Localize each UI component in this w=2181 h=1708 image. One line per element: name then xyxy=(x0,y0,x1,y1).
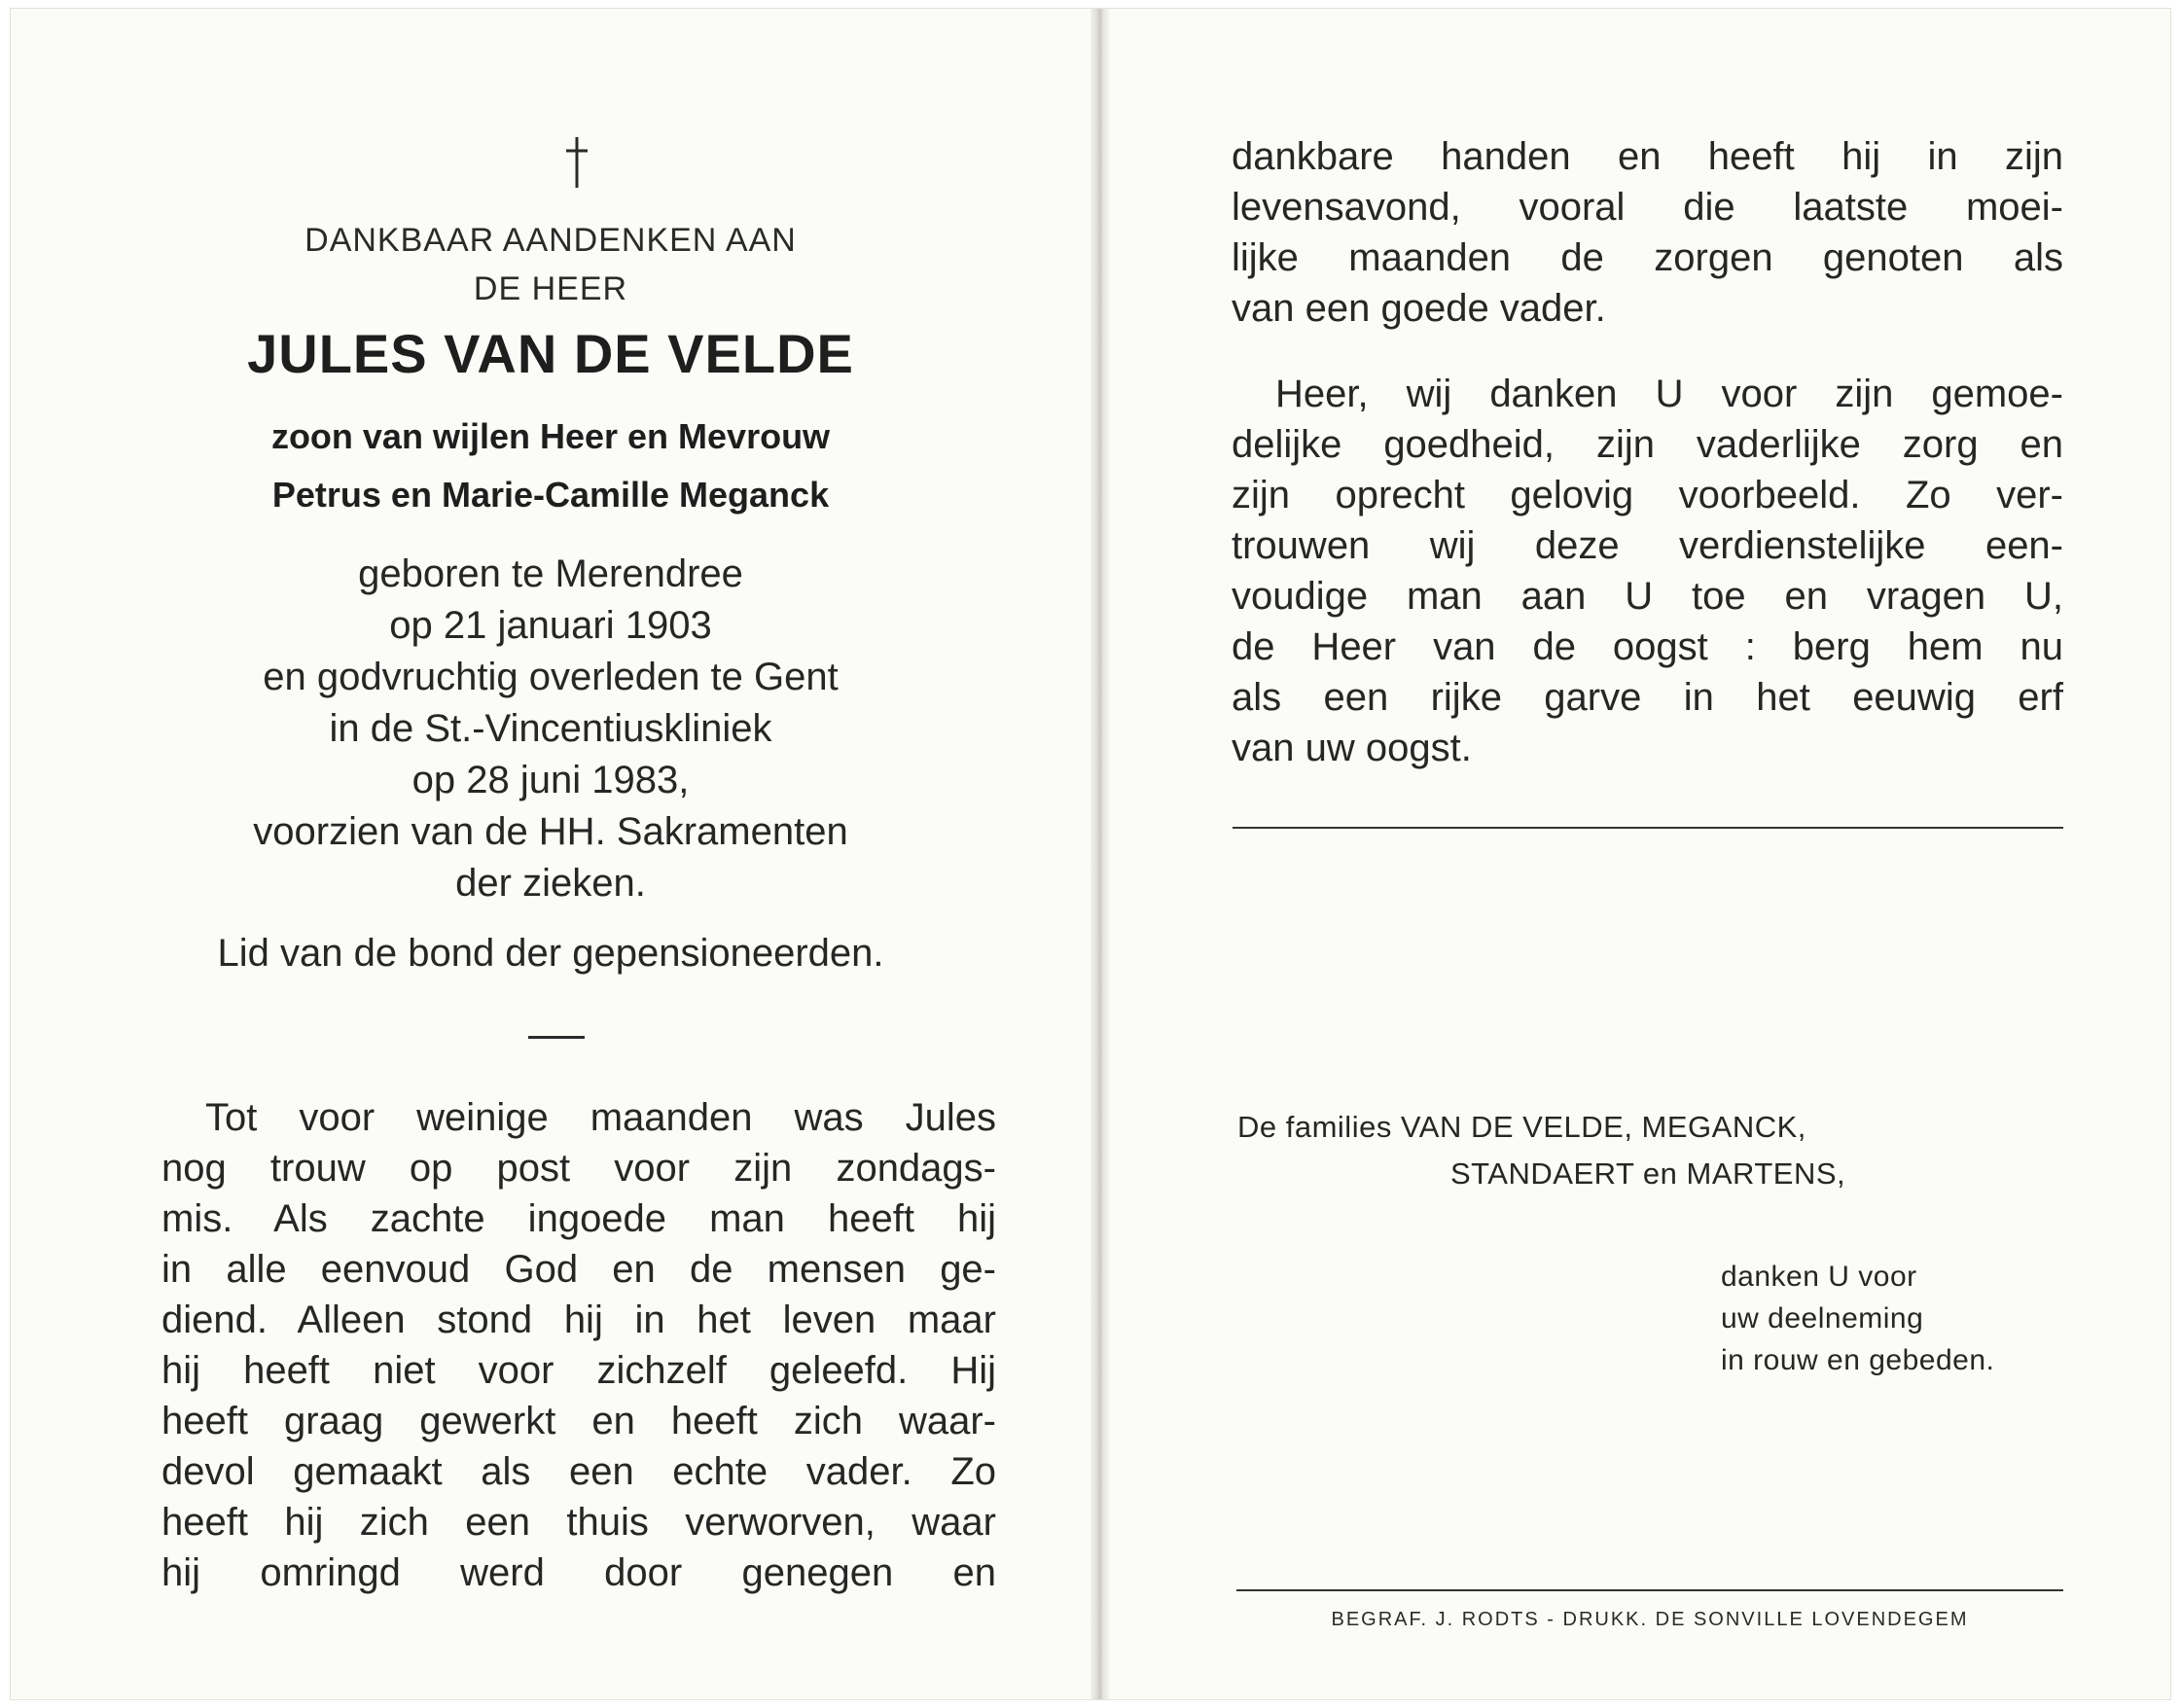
paragraph-line: Tot voor weinige maanden was Jules xyxy=(205,1096,996,1139)
paragraph-line: heeft graag gewerkt en heeft zich waar- xyxy=(161,1400,996,1442)
thanks-text xyxy=(1721,1256,1994,1381)
details-line: der zieken. xyxy=(455,862,646,905)
tribute-paragraph xyxy=(161,1092,996,1598)
details-line: voorzien van de HH. Sakramenten xyxy=(253,810,848,853)
paragraph-line: als een rijke garve in het eeuwig erf xyxy=(1232,676,2063,719)
paragraph-line: trouwen wij deze verdienstelijke een- xyxy=(1232,524,2063,567)
paragraph-line: Heer, wij danken U voor zijn gemoe- xyxy=(1275,373,2063,415)
parents-line: Petrus en Marie-Camille Meganck xyxy=(271,475,830,515)
birth-death-details xyxy=(11,549,1090,909)
paragraph-line: van een goede vader. xyxy=(1232,287,1606,330)
parents-line: zoon van wijlen Heer en Mevrouw xyxy=(270,416,831,456)
paragraph-line: levensavond, vooral die laatste moei- xyxy=(1232,186,2063,229)
details-line: op 28 juni 1983, xyxy=(411,759,690,801)
paragraph-line: heeft hij zich een thuis verworven, waar xyxy=(161,1501,996,1544)
thanks-line: uw deelneming xyxy=(1721,1302,1924,1334)
paragraph-line: dankbare handen en heeft hij in zijn xyxy=(1232,135,2063,178)
details-line: geboren te Merendree xyxy=(358,552,743,595)
thanks-line: danken U voor xyxy=(1721,1261,1917,1293)
intro-heading xyxy=(11,216,1090,313)
families-text xyxy=(1237,1104,1845,1197)
paragraph-line: hij heeft niet voor zichzelf geleefd. Hij xyxy=(161,1349,996,1392)
intro-line: DE HEER xyxy=(473,270,628,307)
paragraph-line: devol gemaakt als een echte vader. Zo xyxy=(161,1450,996,1493)
continuation-paragraph xyxy=(1232,131,2063,334)
paragraph-line: de Heer van de oogst : berg hem nu xyxy=(1232,625,2063,668)
paragraph-line: lijke maanden de zorgen genoten als xyxy=(1232,236,2063,279)
paragraph-line: diend. Alleen stond hij in het leven maar xyxy=(161,1299,996,1341)
printer-credit: BEGRAF. J. RODTS - DRUKK. DE SONVILLE LOVENDEGEM xyxy=(1331,1609,1969,1630)
paragraph-line: van uw oogst. xyxy=(1232,727,1472,769)
thanks-line: in rouw en gebeden. xyxy=(1721,1344,1995,1376)
parents-text xyxy=(11,408,1090,524)
details-line: in de St.-Vincentiuskliniek xyxy=(329,707,772,750)
prayer-paragraph xyxy=(1232,369,2063,773)
paragraph-line: delijke goedheid, zijn vaderlijke zorg en xyxy=(1232,423,2063,466)
paragraph-line: voudige man aan U toe en vragen U, xyxy=(1232,575,2063,618)
families-line: De families VAN DE VELDE, MEGANCK, xyxy=(1237,1110,1806,1144)
intro-line: DANKBAAR AANDENKEN AAN xyxy=(304,222,797,259)
paragraph-line: mis. Als zachte ingoede man heeft hij xyxy=(161,1197,996,1240)
details-line: en godvruchtig overleden te Gent xyxy=(263,656,839,698)
families-line: STANDAERT en MARTENS, xyxy=(1450,1156,1846,1191)
cross-icon xyxy=(564,135,590,190)
footer-divider xyxy=(1236,1589,2063,1591)
paragraph-line: nog trouw op post voor zijn zondags- xyxy=(161,1147,996,1190)
details-line: op 21 januari 1903 xyxy=(389,604,712,647)
paragraph-line: in alle eenvoud God en de mensen ge- xyxy=(161,1248,996,1291)
divider xyxy=(528,1036,585,1039)
paragraph-line: zijn oprecht gelovig voorbeeld. Zo ver- xyxy=(1232,474,2063,516)
card-fold xyxy=(1090,9,1110,1699)
membership-text: Lid van de bond der gepensioneerden. xyxy=(217,932,884,975)
memorial-card xyxy=(10,8,2171,1700)
deceased-name: JULES VAN DE VELDE xyxy=(247,323,854,384)
section-divider xyxy=(1233,827,2063,829)
paragraph-line: hij omringd werd door genegen en xyxy=(161,1551,996,1594)
